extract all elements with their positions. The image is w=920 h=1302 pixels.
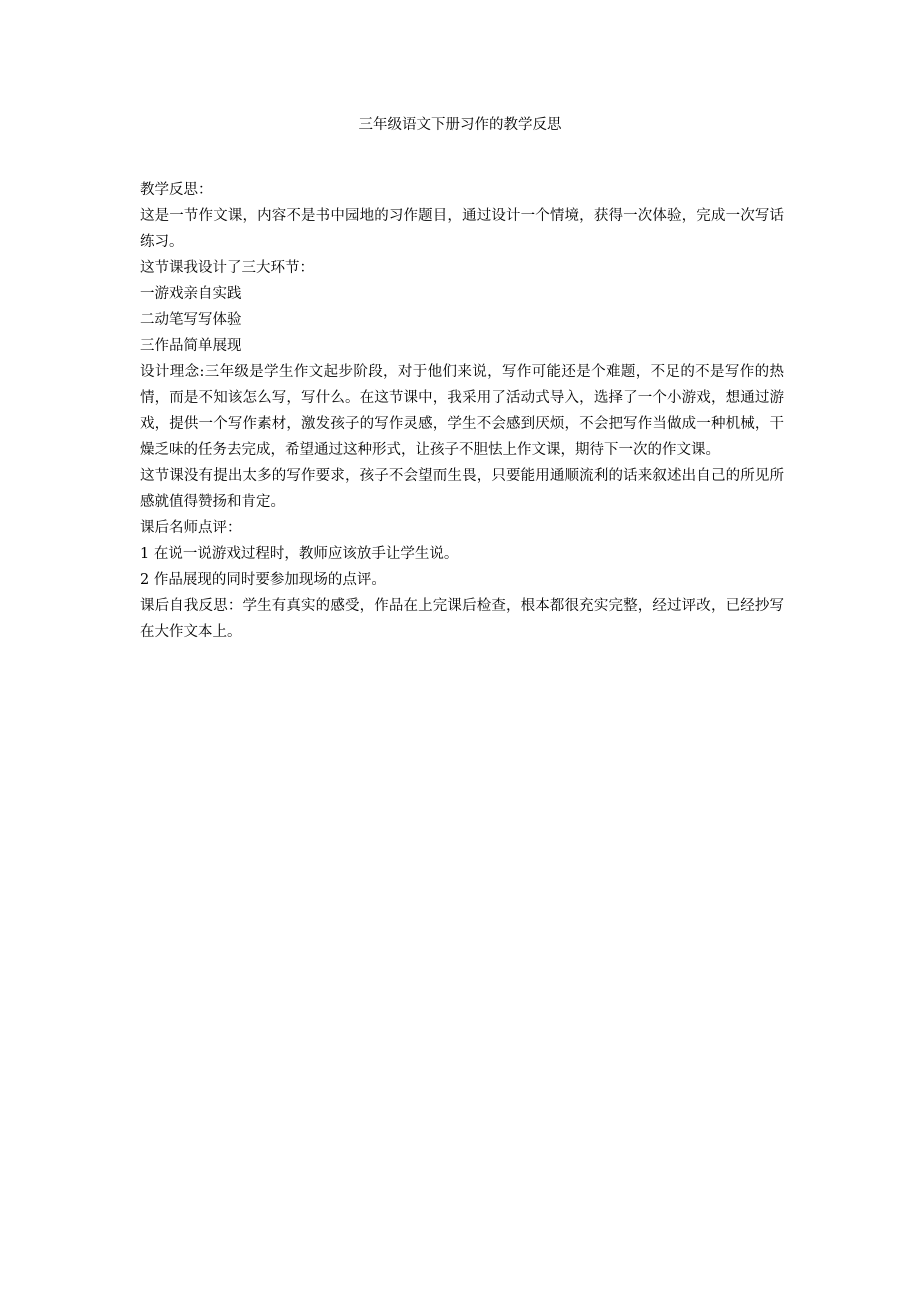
paragraph-design-concept: 设计理念:三年级是学生作文起步阶段，对于他们来说，写作可能还是个难题，不足的不是写作的热情，而是不知该怎么写，写什么。在这节课中，我采用了活动式导入，选择了一个小游戏，想通过游戏，提供一个写作素材，激发孩子的写作灵感，学生不会感到厌烦，不会把写作当做成一种机械，干燥乏味的任务去完成，希望通过这种形式，让孩子不胆怯上作文课，期待下一次的作文课。 [140, 364, 784, 458]
list-item-stage-1: 一游戏亲自实践 [140, 286, 242, 302]
section-heading-teacher-comments: 课后名师点评： [140, 520, 242, 536]
list-item-comment-1: 1 在说一说游戏过程时，教师应该放手让学生说。 [140, 546, 459, 562]
document-body [140, 177, 784, 645]
list-item-stage-2: 二动笔写写体验 [140, 312, 242, 328]
section-heading-reflection: 教学反思： [140, 182, 213, 198]
list-item-comment-2: 2 作品展现的同时要参加现场的点评。 [140, 572, 386, 588]
list-item-stage-3: 三作品简单展现 [140, 338, 242, 354]
paragraph-self-reflection: 课后自我反思：学生有真实的感受，作品在上完课后检查，根本都很充实完整，经过评改，已经抄写在大作文本上。 [140, 598, 784, 640]
document-title: 三年级语文下册习作的教学反思 [358, 117, 562, 133]
paragraph-stages-heading: 这节课我设计了三大环节： [140, 260, 314, 276]
paragraph-requirements: 这节课没有提出太多的写作要求，孩子不会望而生畏，只要能用通顺流利的话来叙述出自己的所见所感就值得赞扬和肯定。 [140, 468, 784, 510]
paragraph-intro: 这是一节作文课，内容不是书中园地的习作题目，通过设计一个情境，获得一次体验，完成一次写话练习。 [140, 208, 784, 250]
